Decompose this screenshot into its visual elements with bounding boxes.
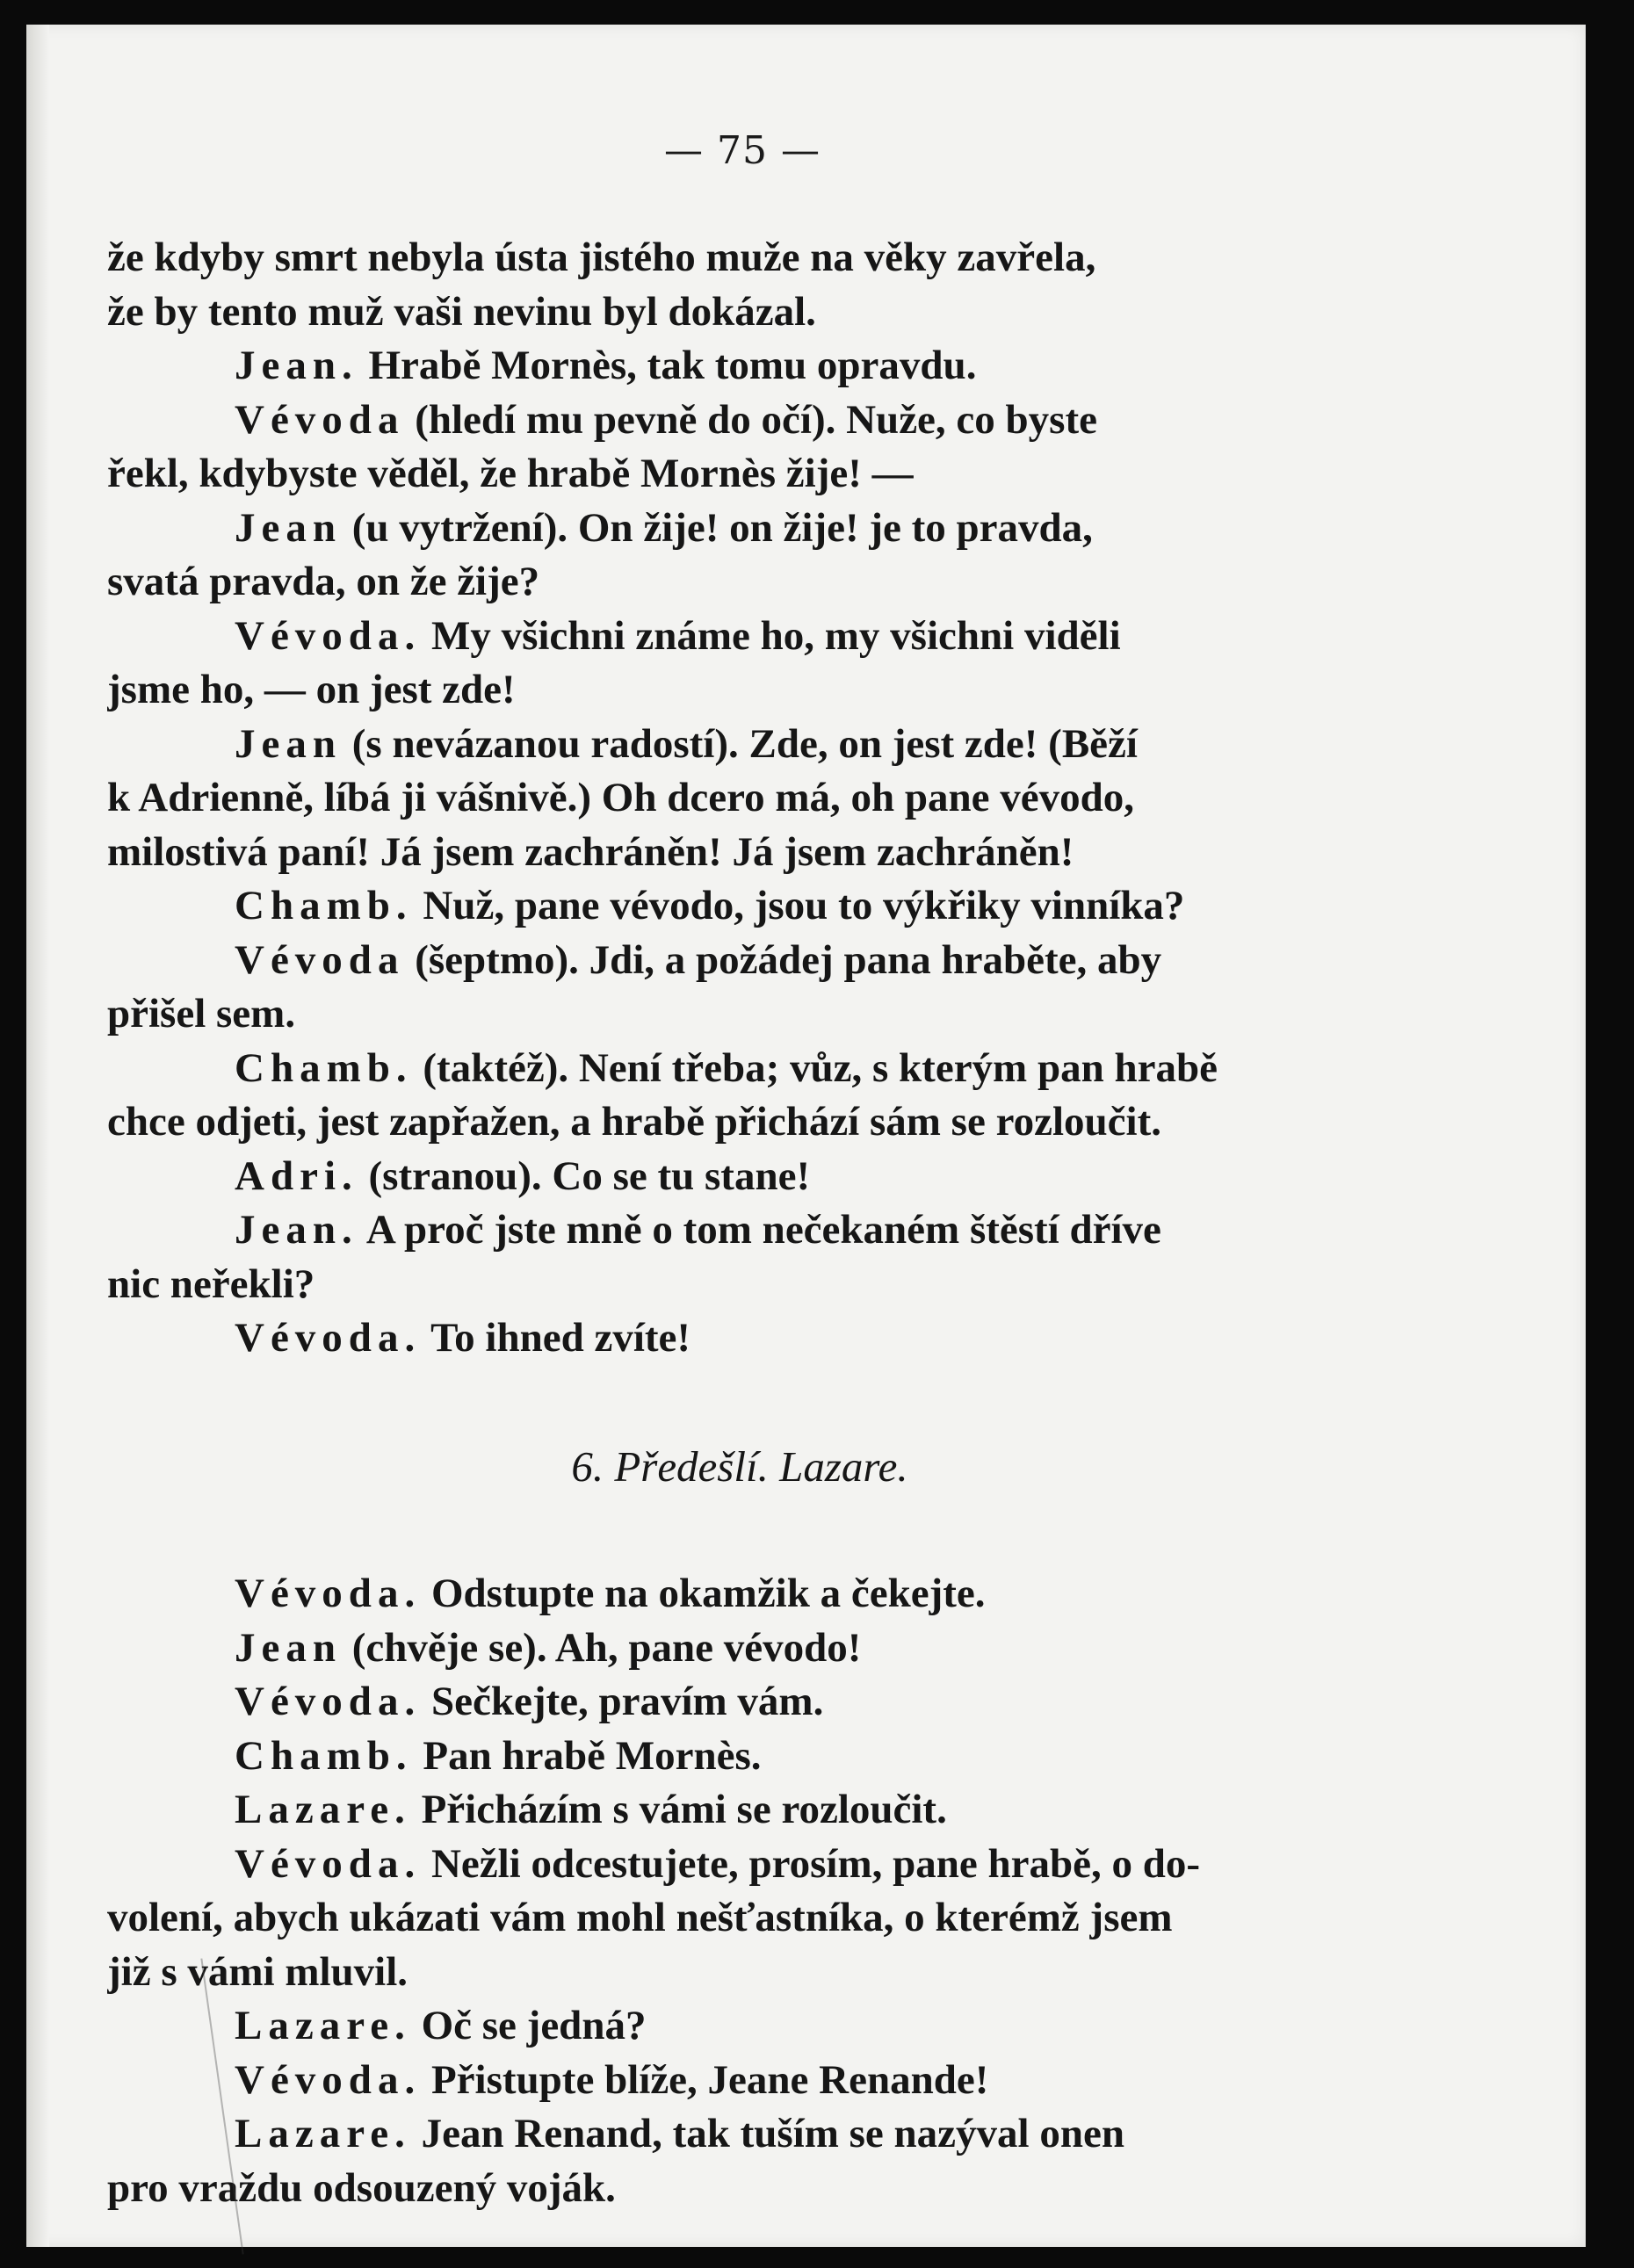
speaker-name: Vévoda	[235, 936, 405, 983]
spacer	[107, 1366, 1442, 1440]
line-text: (chvěje se). Ah, pane vévodo!	[342, 1624, 862, 1671]
speaker-name: Vévoda.	[235, 612, 422, 659]
line-text: Pan hrabě Mornès.	[412, 1732, 762, 1779]
line-text: (šeptmo). Jdi, a požádej pana hraběte, aby	[404, 936, 1162, 983]
line-text: Sečkejte, pravím vám.	[421, 1679, 824, 1724]
speaker-name: Lazare.	[235, 1787, 411, 1832]
line-text: (stranou). Co se tu stane!	[358, 1152, 811, 1199]
line-text: My všichni známe ho, my všichni viděli	[421, 612, 1121, 659]
speaker-name: Vévoda	[235, 396, 405, 443]
text-line	[107, 502, 1442, 556]
text-line	[107, 1311, 1442, 1366]
speaker-name: Adri.	[235, 1152, 358, 1199]
line-text: To ihned zvíte!	[421, 1315, 691, 1361]
text-line	[107, 1783, 1442, 1838]
text-line	[107, 1622, 1442, 1676]
speaker-name: Vévoda.	[235, 1571, 422, 1616]
text-line	[107, 555, 1442, 610]
text-line	[107, 1999, 1442, 2054]
line-text: (s nevázanou radostí). Zde, on jest zde! (Běží	[342, 720, 1138, 767]
dialogue-before-scene	[107, 231, 1442, 1366]
page-text	[107, 231, 1442, 2215]
speaker-name: Vévoda.	[235, 1840, 422, 1887]
text-line	[107, 1891, 1442, 1946]
text-line	[107, 2054, 1442, 2108]
line-text: chce odjeti, jest zapřažen, a hrabě přichází sám se rozloučit.	[107, 1099, 1161, 1145]
line-text: (taktéž). Není třeba; vůz, s kterým pan hrabě	[412, 1044, 1218, 1091]
text-line	[107, 718, 1442, 772]
text-line	[107, 610, 1442, 664]
speaker-name: Vévoda.	[235, 1679, 422, 1724]
text-line	[107, 987, 1442, 1042]
text-line	[107, 2162, 1442, 2216]
line-text: volení, abych ukázati vám mohl nešťastníka, o kterémž jsem	[107, 1895, 1173, 1940]
scan-border	[1587, 0, 1634, 2268]
text-line	[107, 1675, 1442, 1730]
speaker-name: Jean	[235, 504, 342, 551]
speaker-name: Chamb.	[235, 1732, 413, 1779]
line-text: Přicházím s vámi se rozloučit.	[410, 1787, 947, 1832]
text-line	[107, 339, 1442, 394]
text-line	[107, 663, 1442, 718]
line-text: Nuž, pane vévodo, jsou to výkřiky vinníka?	[412, 883, 1185, 928]
text-line	[107, 1838, 1442, 1892]
text-line	[107, 231, 1442, 285]
line-text: že by tento muž vaši nevinu byl dokázal.	[107, 288, 816, 335]
page-binding-edge	[26, 25, 49, 2247]
scene-heading: 6. Předešlí. Lazare.	[571, 1441, 908, 1491]
line-text: Hrabě Mornès, tak tomu opravdu.	[358, 343, 977, 388]
text-line	[107, 1567, 1442, 1622]
line-text: (hledí mu pevně do očí). Nuže, co byste	[404, 396, 1097, 443]
book-page	[26, 25, 1586, 2247]
text-line	[107, 1095, 1442, 1150]
line-text: pro vraždu odsouzený voják.	[107, 2164, 616, 2211]
text-line	[107, 1258, 1442, 1312]
text-line	[107, 2107, 1442, 2162]
speaker-name: Chamb.	[235, 883, 413, 928]
speaker-name: Jean	[235, 1624, 342, 1671]
line-text: (u vytržení). On žije! on žije! je to pravda,	[342, 504, 1093, 551]
speaker-name: Vévoda.	[235, 2056, 422, 2103]
text-line	[107, 771, 1442, 826]
line-text: milostivá paní! Já jsem zachráněn! Já jsem zachráněn!	[107, 828, 1074, 875]
text-line	[107, 934, 1442, 988]
spacer	[107, 1493, 1442, 1567]
line-text: jsme ho, — on jest zde!	[107, 667, 516, 712]
line-text: řekl, kdybyste věděl, že hrabě Mornès žije! —	[107, 451, 914, 496]
speaker-name: Vévoda.	[235, 1315, 422, 1361]
line-text: Jean Renand, tak tuším se nazýval onen	[410, 2111, 1124, 2156]
text-line	[107, 394, 1442, 448]
text-line	[107, 1946, 1442, 2000]
text-line	[107, 1042, 1442, 1096]
line-text: Nežli odcestujete, prosím, pane hrabě, o do-	[421, 1840, 1201, 1887]
line-text: A proč jste mně o tom nečekaném štěstí dříve	[358, 1207, 1161, 1253]
dialogue-after-scene	[107, 1567, 1442, 2215]
line-text: přišel sem.	[107, 991, 296, 1036]
line-text: nic neřekli?	[107, 1260, 315, 1307]
text-line	[107, 1203, 1442, 1258]
line-text: Odstupte na okamžik a čekejte.	[421, 1571, 986, 1616]
text-line	[107, 285, 1442, 340]
line-text: že kdyby smrt nebyla ústa jistého muže na věky zavřela,	[107, 235, 1096, 280]
line-text: Oč se jedná?	[410, 2003, 647, 2048]
speaker-name: Jean	[235, 720, 342, 767]
speaker-name: Lazare.	[235, 2111, 411, 2156]
text-line	[107, 1730, 1442, 1784]
speaker-name: Chamb.	[235, 1044, 413, 1091]
line-text: již s vámi mluvil.	[107, 1948, 408, 1995]
speaker-name: Jean.	[235, 343, 358, 388]
line-text: Přistupte blíže, Jeane Renande!	[421, 2056, 989, 2103]
text-line	[107, 447, 1442, 502]
line-text: svatá pravda, on že žije?	[107, 559, 540, 604]
text-line	[107, 826, 1442, 880]
text-line	[107, 879, 1442, 934]
text-line	[107, 1150, 1442, 1204]
page-number: — 75 —	[664, 128, 821, 173]
speaker-name: Lazare.	[235, 2003, 411, 2048]
speaker-name: Jean.	[235, 1207, 358, 1253]
line-text: k Adrienně, líbá ji vášnivě.) Oh dcero má, oh pane vévodo,	[107, 775, 1135, 820]
